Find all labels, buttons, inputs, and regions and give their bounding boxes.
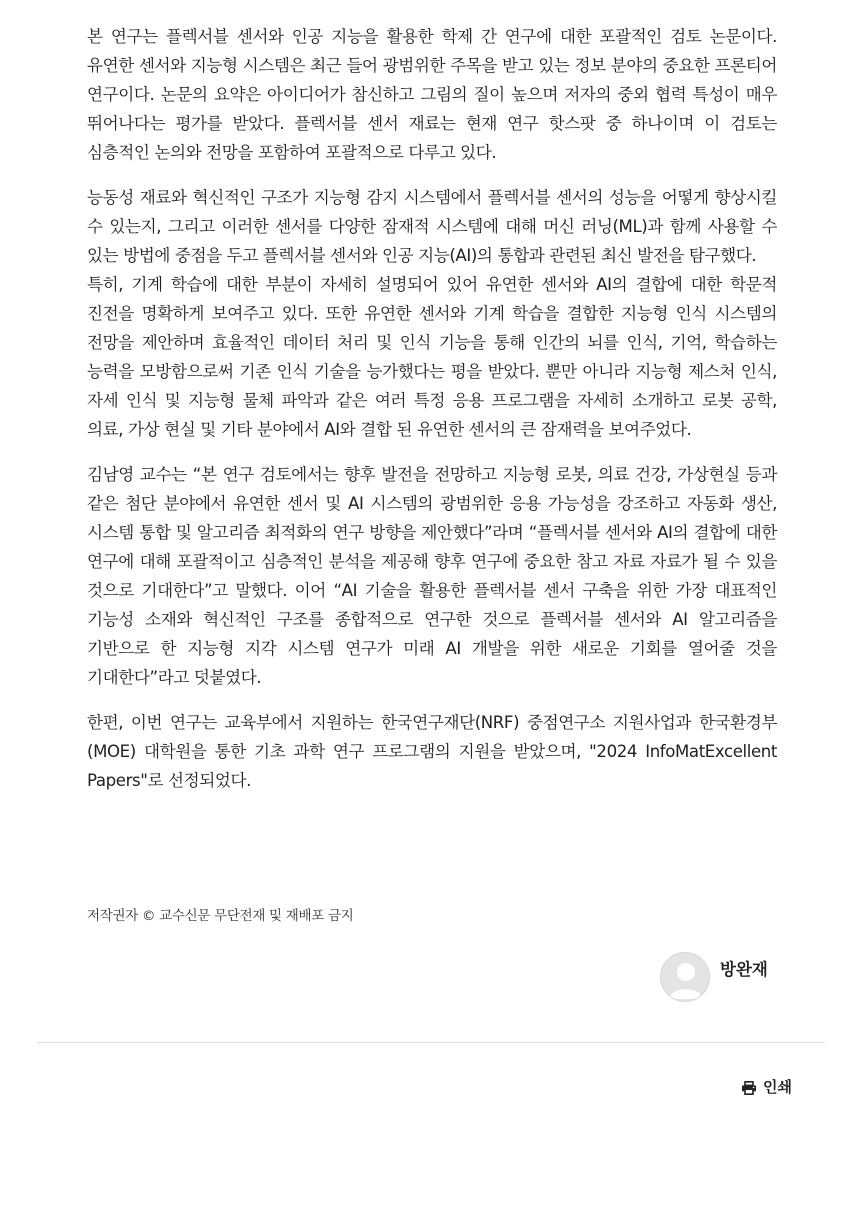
article-paragraph-5: 한편, 이번 연구는 교육부에서 지원하는 한국연구재단(NRF) 중점연구소 지원사업과 한국환경부(MOE) 대학원을 통한 기초 과학 연구 프로그램의 지원을 받았으며, "2024 InfoMatExcellent Papers"로 선정되었다. <box>87 713 777 790</box>
copyright-notice: 저작권자 © 교수신문 무단전재 및 재배포 금지 <box>87 908 354 924</box>
printer-icon <box>741 1080 757 1094</box>
article-paragraph-1: 본 연구는 플렉서블 센서와 인공 지능을 활용한 학제 간 연구에 대한 포괄적인 검토 논문이다. 유연한 센서와 지능형 시스템은 최근 들어 광범위한 주목을 받고 있는 정보 분야의 중요한 프론티어 연구이다. 논문의 요약은 아이디어가 참신하고 그림의 질이 높으며 저자의 중외 협력 특성이 매우 뛰어나다는 평가를 받았다. 플렉서블 센서 재료는 현재 연구 핫스팟 중 하나이며 이 검토는 심층적인 논의와 전망을 포함하여 포괄적으로 다루고 있다. <box>87 27 777 162</box>
author-name[interactable]: 방완재 <box>720 960 768 979</box>
print-label: 인쇄 <box>763 1078 792 1096</box>
article-paragraph-4: 김남영 교수는 “본 연구 검토에서는 향후 발전을 전망하고 지능형 로봇, 의료 건강, 가상현실 등과 같은 첨단 분야에서 유연한 센서 및 AI 시스템의 광범위한 응용 가능성을 강조하고 자동화 생산, 시스템 통합 및 알고리즘 최적화의 연구 방향을 제안했다”라며 “플렉서블 센서와 AI의 결합에 대한 연구에 대해 포괄적이고 심층적인 분석을 제공해 향후 연구에 중요한 참고 자료 자료가 될 수 있을 것으로 기대한다”고 말했다. 이어 “AI 기술을 활용한 플렉서블 센서 구축을 위한 가장 대표적인 기능성 소재와 혁신적인 구조를 종합적으로 연구한 것으로 플렉서블 센서와 AI 알고리즘을 기반으로 한 지능형 지각 시스템 연구가 미래 AI 개발을 위한 새로운 기회를 열어줄 것을 기대한다”라고 덧붙였다. <box>87 465 777 687</box>
article-paragraph-2: 능동성 재료와 혁신적인 구조가 지능형 감지 시스템에서 플렉서블 센서의 성능을 어떻게 향상시킬 수 있는지, 그리고 이러한 센서를 다양한 잠재적 시스템에 대해 머신 러닝(ML)과 함께 사용할 수 있는 방법에 중점을 두고 플렉서블 센서와 인공 지능(AI)의 통합과 관련된 최신 발전을 탐구했다. <box>87 188 777 265</box>
footer-divider <box>37 1042 825 1043</box>
article-paragraph-3: 특히, 기계 학습에 대한 부분이 자세히 설명되어 있어 유연한 센서와 AI의 결합에 대한 학문적 진전을 명확하게 보여주고 있다. 또한 유연한 센서와 기계 학습을 결합한 지능형 인식 시스템의 전망을 제안하며 효율적인 데이터 처리 및 인식 기능을 통해 인간의 뇌를 인식, 기억, 학습하는 능력을 모방함으로써 기존 인식 기술을 능가했다는 평을 받았다. 뿐만 아니라 지능형 제스처 인식, 자세 인식 및 지능형 물체 파악과 같은 여러 특정 응용 프로그램을 자세히 소개하고 로봇 공학, 의료, 가상 현실 및 기타 분야에서 AI와 결합 된 유연한 센서의 큰 잠재력을 보여주었다. <box>87 275 777 439</box>
author-box[interactable] <box>660 952 810 1002</box>
user-avatar-icon[interactable] <box>660 952 710 1002</box>
print-button[interactable] <box>741 1076 792 1097</box>
article-body <box>87 22 777 811</box>
